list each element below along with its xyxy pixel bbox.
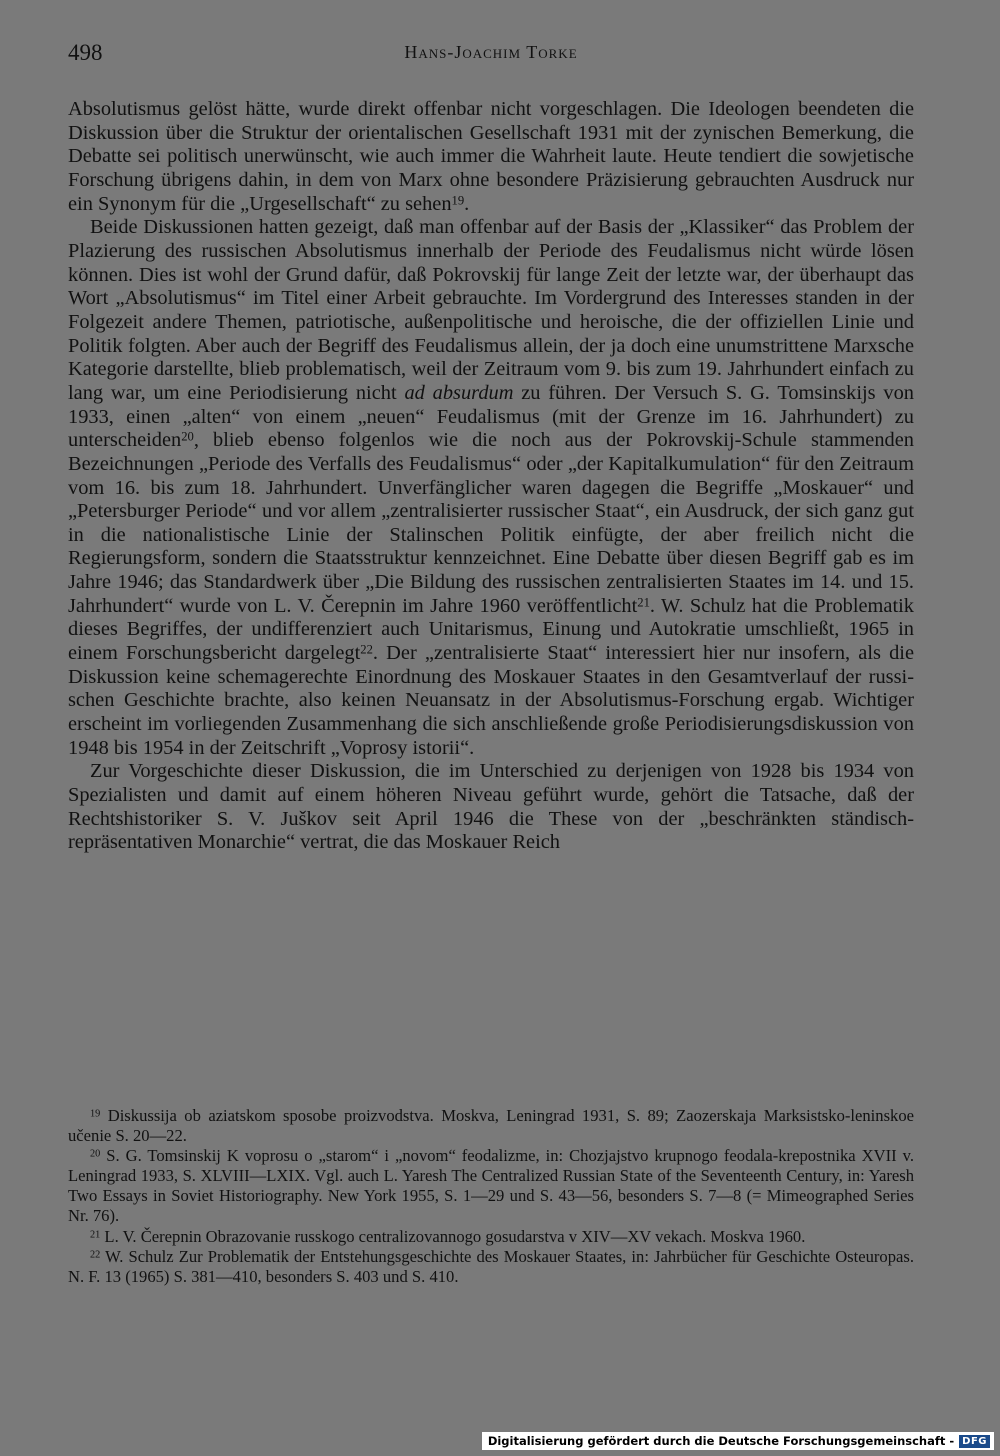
footnote-19: $^{19}$ Diskussija ob aziatskom sposobe proizvodstva. Moskva, Leningrad 1931, S. 89; Zaozerskaja Marksistsko-leninskoe učenie S. 20—22. — [68, 1106, 914, 1146]
footnotes — [68, 1106, 914, 1287]
footnote-22: $^{22}$ W. Schulz Zur Problematik der Entstehungsgeschichte des Moskauer Staates, in: Jahrbücher für Geschichte Osteuropas. N. F. 13 (1965) S. 381—410, besonders S. 403 und S. 410. — [68, 1246, 914, 1286]
footnote-21: $^{21}$ L. V. Čerepnin Obrazovanie russkogo centralizovannogo gosudarstva v XIV—XV vekach. Moskva 1960. — [90, 1226, 806, 1246]
main-text — [68, 98, 914, 855]
footnote-ref-22[interactable]: 22 — [360, 642, 373, 657]
dfg-funding-banner[interactable] — [482, 1432, 994, 1450]
italic-phrase: ad absurdum — [404, 381, 514, 404]
page-number: 498 — [68, 40, 103, 65]
banner-text: Digitalisierung gefördert durch die Deutsche Forschungsgemeinschaft - — [487, 1434, 955, 1448]
running-head: Hans-Joachim Torke — [404, 42, 578, 62]
footnote-20: $^{20}$ S. G. Tomsinskij K voprosu o „starom“ i „novom“ feodalizme, in: Chozjajstvo krupnogo feodala-krepostnika XVII v. Leningrad 1933, S. XLVIII—LXIX. Vgl. auch L. Yaresh The Centralized Russian State of the Seventeenth Century, in: Yaresh Two Essays in Soviet Historiography. New York 1955, S. 1—29 und S. 43—56, besonders S. 7—8 (= Mimeographed Series Nr. 76). — [68, 1146, 914, 1226]
paragraph-1: Absolutismus gelöst hätte, wurde direkt offenbar nicht vorgeschlagen. Die Ideologen beendeten die Diskussion über die Struktur der orientalischen Gesellschaft 1931 mit der zynischen Bemerkung, die Debatte sei politisch unerwünscht, wie auch immer die Wahrheit laute. Heute tendiert die sowjetische Forschung übrigens dahin, in dem von Marx ohne besondere Präzisierung gebrauchten Ausdruck nur ein Synonym für die „Urgesellschaft“ zu sehen$^{19}$. — [68, 98, 914, 215]
paragraph-2: Beide Diskussionen hatten gezeigt, daß man offenbar auf der Basis der „Klassiker“ das Problem der Plazierung des russischen Absolutismus innerhalb der Periode des Feudalismus nicht würde lösen können. Dies ist wohl der Grund dafür, daß Pokrovskij für lange Zeit der letzte war, der überhaupt das Wort „Absolutismus“ im Titel einer Arbeit gebrauchte. Im Vordergrund des Interesses standen in der Folgezeit andere Themen, patriotische, außenpolitische und heroische, die der offiziellen Linie und Politik folgten. Aber auch der Begriff des Feudalismus allein, der ja doch eine unumstrittene Marxsche Kategorie darstellte, blieb problematisch, weil der Zeitraum vom 9. bis zum 19. Jahrhundert einfach zu lang war, um eine Periodisierung nicht ad absurdum zu führen. Der Versuch S. G. Tomsinskijs von 1933, einen „alten“ von einem „neuen“ Feudalismus (mit der Grenze im 16. Jahrhundert) zu unterscheiden$^{20}$, blieb ebenso folgenlos wie die noch aus der Pokrovskij-Schule stammenden Bezeichnungen „Periode des Verfalls des Feudalismus“ oder „der Kapitalkumulation“ für den Zeitraum vom 16. bis zum 18. Jahrhundert. Unverfänglicher waren dagegen die Begriffe „Moskauer“ und „Petersburger Periode“ und vor allem „zentralisierter russischer Staat“, ein Ausdruck, der sich ganz gut in die nationalistische Linie der Stalinschen Politik einfügte, der aber freilich nicht die Regierungsform, sondern die Staatsstruktur kennzeichnet. Eine Debatte über diesen Begriff gab es im Jahre 1946; das Standardwerk über „Die Bildung des russischen zentralisierten Staates im 14. und 15. Jahrhundert“ wurde von L. V. Čerepnin im Jahre 1960 veröffentlicht$^{21}$. W. Schulz hat die Problematik dieses Begriffes, der undifferenziert auch Unitarismus, Einung und Autokratie umschließt, 1965 in einem Forschungsbericht dargelegt$^{22}$. Der „zentralisierte Staat“ interessiert hier nur insofern, als die Diskussion keine schemagerechte Einordnung des Moskauer Staates in den Gesamtverlauf der russischen Geschichte brachte, also keinen Neuansatz in der Absolutismus-Forschung ergab. Wichtiger erscheint im vorliegenden Zusammenhang die sich anschließende große Periodisierungsdiskussion von 1948 bis 1954 in der Zeitschrift „Voprosy istorii“. — [68, 216, 914, 759]
footnote-ref-19[interactable]: 19 — [451, 192, 465, 207]
page-header — [68, 40, 914, 74]
footnote-ref-21[interactable]: 21 — [637, 595, 650, 610]
paragraph-3: Zur Vorgeschichte dieser Diskussion, die im Unterschied zu derjenigen von 1928 bis 1934 von Spezialisten und damit auf einem höheren Niveau geführt wurde, gehört die Tatsache, daß der Rechtshistoriker S. V. Juškov seit April 1946 die These von der „beschränkten ständisch-repräsentativen Monarchie“ vertrat, die das Moskauer Reich — [68, 760, 914, 854]
footnote-ref-20[interactable]: 20 — [181, 429, 194, 444]
dfg-logo: DFG — [959, 1435, 990, 1448]
